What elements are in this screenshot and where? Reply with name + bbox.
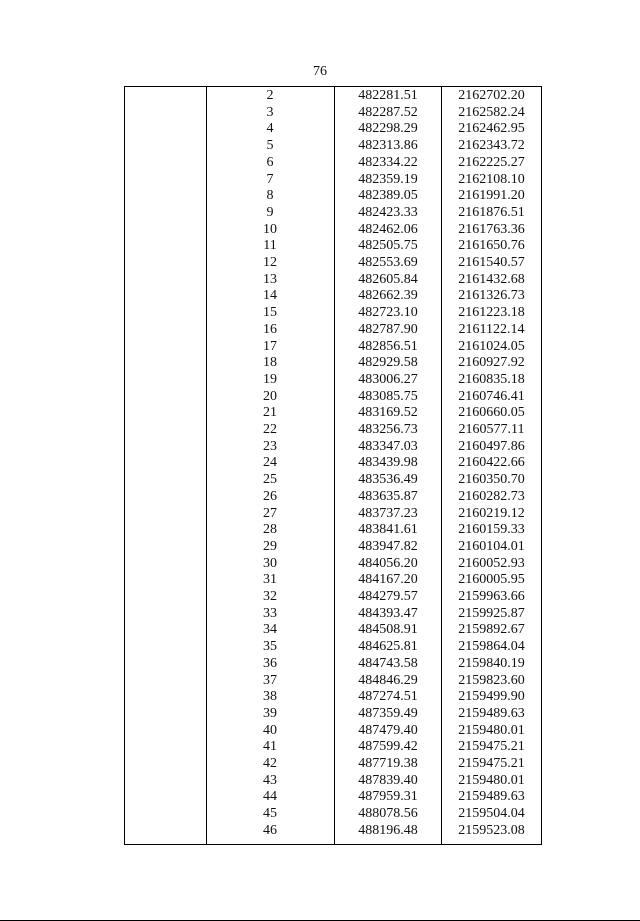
point-number-cell: 2 xyxy=(266,88,274,103)
x-coordinate-cell: 484279.57 xyxy=(358,589,418,604)
y-coordinate-cell: 2159489.63 xyxy=(458,789,525,805)
y-coordinate-cell: 2160282.73 xyxy=(458,488,525,504)
table-row xyxy=(125,789,541,806)
point-number-cell: 43 xyxy=(263,772,277,788)
point-number-cell: 34 xyxy=(263,622,277,638)
point-number-cell: 29 xyxy=(263,538,277,554)
y-coordinate-cell: 2159823.60 xyxy=(458,672,525,688)
y-coordinate-cell: 2162462.95 xyxy=(458,121,525,137)
point-number-cell: 27 xyxy=(263,505,277,521)
x-coordinate-cell: 487839.40 xyxy=(358,772,418,788)
point-number-cell: 37 xyxy=(263,672,277,688)
table-row xyxy=(125,372,541,389)
point-number-cell: 16 xyxy=(263,321,277,337)
x-coordinate-cell: 483439.98 xyxy=(358,455,418,471)
y-coordinate-cell: 2161122.14 xyxy=(458,321,525,337)
y-coordinate-cell: 2162702.20 xyxy=(458,88,525,103)
point-number-cell: 4 xyxy=(266,121,274,137)
y-coordinate-cell: 2161432.68 xyxy=(458,271,525,287)
table-row xyxy=(125,88,541,105)
point-number-cell: 35 xyxy=(263,639,277,655)
table-row xyxy=(125,205,541,222)
x-coordinate-cell: 484393.47 xyxy=(358,605,418,621)
point-number-cell: 26 xyxy=(263,488,277,504)
point-number-cell: 13 xyxy=(263,271,277,287)
point-number-cell: 28 xyxy=(263,522,277,538)
x-coordinate-cell: 482287.52 xyxy=(358,104,418,120)
x-coordinate-cell: 482553.69 xyxy=(358,255,418,270)
x-coordinate-cell: 488196.48 xyxy=(358,822,418,838)
table-row xyxy=(125,422,541,439)
table-row xyxy=(125,572,541,589)
x-coordinate-cell: 487719.38 xyxy=(358,756,418,771)
point-number-cell: 20 xyxy=(263,388,277,404)
y-coordinate-cell: 2159480.01 xyxy=(458,722,525,738)
table-row xyxy=(125,689,541,706)
table-row xyxy=(125,673,541,690)
y-coordinate-cell: 2160350.70 xyxy=(458,472,525,488)
y-coordinate-cell: 2159892.67 xyxy=(458,622,525,638)
y-coordinate-cell: 2160005.95 xyxy=(458,572,525,588)
y-coordinate-cell: 2161326.73 xyxy=(458,288,525,304)
y-coordinate-cell: 2159475.21 xyxy=(458,756,525,771)
y-coordinate-cell: 2159925.87 xyxy=(458,605,525,621)
x-coordinate-cell: 484625.81 xyxy=(358,639,418,655)
table-row xyxy=(125,238,541,255)
x-coordinate-cell: 483737.23 xyxy=(358,505,418,521)
point-number-cell: 33 xyxy=(263,605,277,621)
x-coordinate-cell: 482605.84 xyxy=(358,271,418,287)
x-coordinate-cell: 487959.31 xyxy=(358,789,418,805)
y-coordinate-cell: 2160104.01 xyxy=(458,538,525,554)
y-coordinate-cell: 2159489.63 xyxy=(458,705,525,721)
table-row xyxy=(125,288,541,305)
x-coordinate-cell: 483841.61 xyxy=(358,522,418,538)
x-coordinate-cell: 482462.06 xyxy=(358,221,418,237)
x-coordinate-cell: 482929.58 xyxy=(358,355,418,371)
point-number-cell: 40 xyxy=(263,722,277,738)
y-coordinate-cell: 2162343.72 xyxy=(458,138,525,154)
y-coordinate-cell: 2161650.76 xyxy=(458,238,525,254)
table-row xyxy=(125,339,541,356)
table-row xyxy=(125,222,541,239)
table-row xyxy=(125,706,541,723)
table-row xyxy=(125,255,541,272)
y-coordinate-cell: 2160497.86 xyxy=(458,438,525,454)
table-row xyxy=(125,556,541,573)
y-coordinate-cell: 2160577.11 xyxy=(458,422,525,437)
table-row xyxy=(125,405,541,422)
table-row xyxy=(125,105,541,122)
table-row xyxy=(125,656,541,673)
table-row xyxy=(125,823,541,840)
point-number-cell: 22 xyxy=(263,422,277,437)
table-row xyxy=(125,155,541,172)
table-row xyxy=(125,606,541,623)
table-row xyxy=(125,489,541,506)
table-row xyxy=(125,773,541,790)
y-coordinate-cell: 2162108.10 xyxy=(458,171,525,187)
point-number-cell: 18 xyxy=(263,355,277,371)
point-number-cell: 41 xyxy=(263,739,277,755)
point-number-cell: 7 xyxy=(266,171,274,187)
x-coordinate-cell: 487479.40 xyxy=(358,722,418,738)
x-coordinate-cell: 487274.51 xyxy=(358,689,418,705)
x-coordinate-cell: 482281.51 xyxy=(358,88,418,103)
coordinates-table xyxy=(124,86,542,845)
y-coordinate-cell: 2160927.92 xyxy=(458,355,525,371)
x-coordinate-cell: 484743.58 xyxy=(358,655,418,671)
point-number-cell: 6 xyxy=(266,154,274,170)
table-row xyxy=(125,355,541,372)
x-coordinate-cell: 483256.73 xyxy=(358,422,418,437)
point-number-cell: 30 xyxy=(263,555,277,571)
table-row xyxy=(125,589,541,606)
point-number-cell: 42 xyxy=(263,756,277,771)
page-number: 76 xyxy=(313,64,327,79)
x-coordinate-cell: 482723.10 xyxy=(358,305,418,321)
table-row xyxy=(125,272,541,289)
point-number-cell: 3 xyxy=(266,104,274,120)
y-coordinate-cell: 2161223.18 xyxy=(458,305,525,321)
y-coordinate-cell: 2160746.41 xyxy=(458,388,525,404)
table-row xyxy=(125,389,541,406)
x-coordinate-cell: 488078.56 xyxy=(358,806,418,822)
x-coordinate-cell: 482389.05 xyxy=(358,188,418,204)
table-row xyxy=(125,806,541,823)
table-row xyxy=(125,472,541,489)
point-number-cell: 31 xyxy=(263,572,277,588)
x-coordinate-cell: 482423.33 xyxy=(358,204,418,220)
table-row xyxy=(125,439,541,456)
point-number-cell: 17 xyxy=(263,338,277,354)
y-coordinate-cell: 2162582.24 xyxy=(458,104,525,120)
x-coordinate-cell: 482359.19 xyxy=(358,171,418,187)
point-number-cell: 25 xyxy=(263,472,277,488)
point-number-cell: 10 xyxy=(263,221,277,237)
x-coordinate-cell: 482662.39 xyxy=(358,288,418,304)
x-coordinate-cell: 483085.75 xyxy=(358,388,418,404)
point-number-cell: 8 xyxy=(266,188,274,204)
point-number-cell: 36 xyxy=(263,655,277,671)
table-row xyxy=(125,172,541,189)
table-row xyxy=(125,639,541,656)
point-number-cell: 39 xyxy=(263,705,277,721)
x-coordinate-cell: 482505.75 xyxy=(358,238,418,254)
point-number-cell: 5 xyxy=(266,138,274,154)
x-coordinate-cell: 483536.49 xyxy=(358,472,418,488)
point-number-cell: 15 xyxy=(263,305,277,321)
table-row xyxy=(125,138,541,155)
y-coordinate-cell: 2159504.04 xyxy=(458,806,525,822)
y-coordinate-cell: 2160159.33 xyxy=(458,522,525,538)
x-coordinate-cell: 483006.27 xyxy=(358,371,418,387)
x-coordinate-cell: 482334.22 xyxy=(358,154,418,170)
x-coordinate-cell: 482313.86 xyxy=(358,138,418,154)
table-row xyxy=(125,506,541,523)
x-coordinate-cell: 484167.20 xyxy=(358,572,418,588)
y-coordinate-cell: 2161540.57 xyxy=(458,255,525,270)
point-number-cell: 23 xyxy=(263,438,277,454)
x-coordinate-cell: 483347.03 xyxy=(358,438,418,454)
x-coordinate-cell: 483169.52 xyxy=(358,405,418,421)
x-coordinate-cell: 484508.91 xyxy=(358,622,418,638)
table-row xyxy=(125,305,541,322)
y-coordinate-cell: 2160660.05 xyxy=(458,405,525,421)
x-coordinate-cell: 483947.82 xyxy=(358,538,418,554)
y-coordinate-cell: 2160219.12 xyxy=(458,505,525,521)
point-number-cell: 14 xyxy=(263,288,277,304)
point-number-cell: 21 xyxy=(263,405,277,421)
y-coordinate-cell: 2160052.93 xyxy=(458,555,525,571)
table-row xyxy=(125,723,541,740)
y-coordinate-cell: 2159864.04 xyxy=(458,639,525,655)
y-coordinate-cell: 2159499.90 xyxy=(458,689,525,705)
table-row xyxy=(125,322,541,339)
x-coordinate-cell: 484056.20 xyxy=(358,555,418,571)
x-coordinate-cell: 482298.29 xyxy=(358,121,418,137)
table-row xyxy=(125,121,541,138)
point-number-cell: 38 xyxy=(263,689,277,705)
point-number-cell: 9 xyxy=(266,204,274,220)
table-row xyxy=(125,455,541,472)
x-coordinate-cell: 483635.87 xyxy=(358,488,418,504)
y-coordinate-cell: 2161024.05 xyxy=(458,338,525,354)
y-coordinate-cell: 2160835.18 xyxy=(458,371,525,387)
y-coordinate-cell: 2159475.21 xyxy=(458,739,525,755)
x-coordinate-cell: 482856.51 xyxy=(358,338,418,354)
y-coordinate-cell: 2159480.01 xyxy=(458,772,525,788)
point-number-cell: 24 xyxy=(263,455,277,471)
x-coordinate-cell: 487599.42 xyxy=(358,739,418,755)
point-number-cell: 45 xyxy=(263,806,277,822)
y-coordinate-cell: 2161763.36 xyxy=(458,221,525,237)
y-coordinate-cell: 2159963.66 xyxy=(458,589,525,604)
point-number-cell: 11 xyxy=(263,238,277,254)
point-number-cell: 44 xyxy=(263,789,277,805)
y-coordinate-cell: 2161876.51 xyxy=(458,204,525,220)
table-row xyxy=(125,539,541,556)
table-row xyxy=(125,622,541,639)
y-coordinate-cell: 2159523.08 xyxy=(458,822,525,838)
y-coordinate-cell: 2161991.20 xyxy=(458,188,525,204)
y-coordinate-cell: 2162225.27 xyxy=(458,154,525,170)
x-coordinate-cell: 484846.29 xyxy=(358,672,418,688)
y-coordinate-cell: 2159840.19 xyxy=(458,655,525,671)
table-row xyxy=(125,188,541,205)
table-row xyxy=(125,522,541,539)
table-row xyxy=(125,756,541,773)
table-row xyxy=(125,739,541,756)
x-coordinate-cell: 482787.90 xyxy=(358,321,418,337)
point-number-cell: 12 xyxy=(263,255,277,270)
point-number-cell: 19 xyxy=(263,371,277,387)
point-number-cell: 46 xyxy=(263,822,277,838)
point-number-cell: 32 xyxy=(263,589,277,604)
x-coordinate-cell: 487359.49 xyxy=(358,705,418,721)
y-coordinate-cell: 2160422.66 xyxy=(458,455,525,471)
